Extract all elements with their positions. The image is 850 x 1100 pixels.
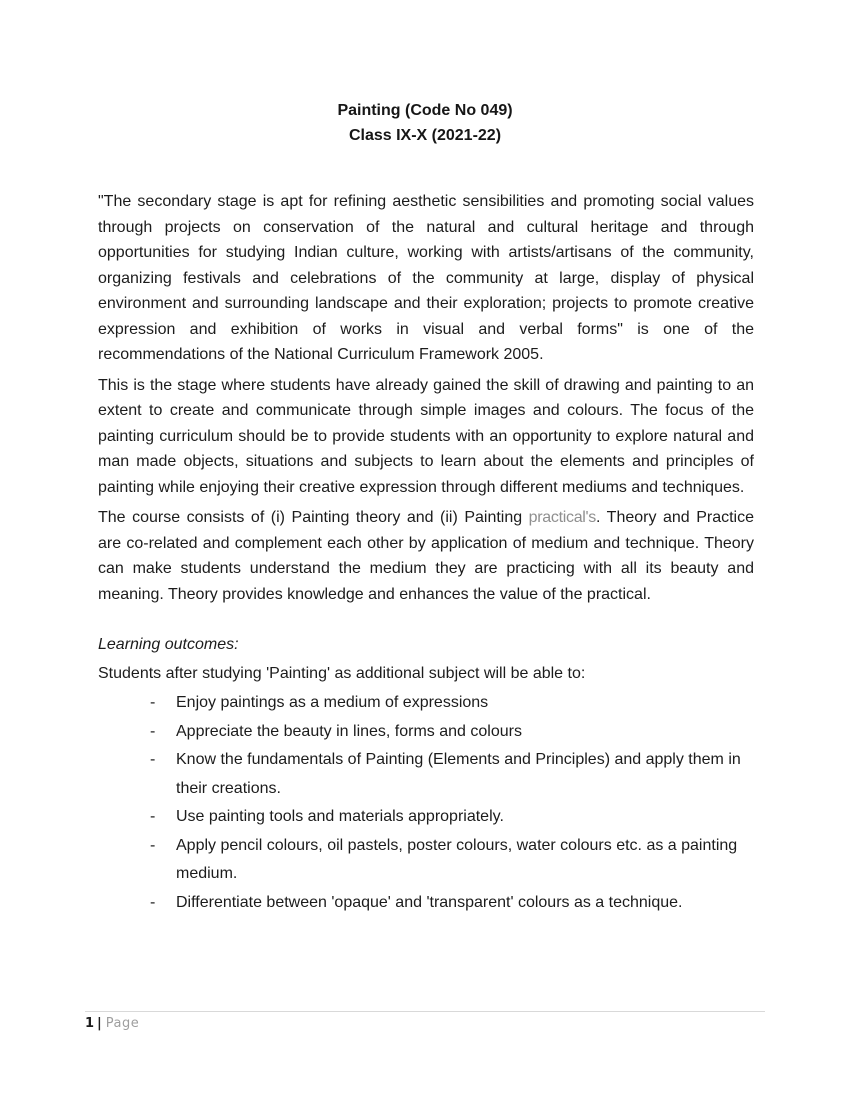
footer-separator: | <box>97 1016 102 1031</box>
outcome-item <box>98 832 754 889</box>
outcome-item <box>98 718 754 747</box>
course-text-after: . Theory and Practice are co-related and complement each other by application of medium and technique. Theory can make students understand the medium they are practicing with all its beauty and meaning. Theory provides knowledge and enhances the value of the practical. <box>98 509 755 603</box>
course-text-before: The course consists of (i) Painting theory and (ii) Painting <box>98 509 529 526</box>
learning-outcomes-intro: Students after studying 'Painting' as additional subject will be able to: <box>98 664 586 682</box>
paragraph-ncf-quote: "The secondary stage is apt for refining aesthetic sensibilities and promoting social values through projects on conservation of the natural and cultural heritage and through opportunities for studying Indian culture, working with artists/artisans of the community, organizing festivals and celebrations of the community at large, display of physical environment and surrounding landscape and their exploration; projects to promote creative expression and exhibition of works in visual and verbal forms" is one of the recommendations of the National Curriculum Framework 2005. <box>98 193 754 363</box>
page-number: 1 <box>85 1016 95 1031</box>
dash-bullet: - <box>150 751 156 768</box>
page-footer <box>85 1011 765 1032</box>
outcome-text: Differentiate between 'opaque' and 'transparent' colours as a technique. <box>176 893 683 911</box>
footer-page-label: Page <box>105 1016 140 1031</box>
paragraph-course-structure <box>98 505 754 607</box>
practicals-word: practical's <box>528 509 597 526</box>
dash-bullet: - <box>150 836 156 854</box>
document-body <box>98 189 754 917</box>
dash-bullet: - <box>150 722 156 740</box>
document-title <box>0 98 850 148</box>
title-line-1: Painting (Code No 049) <box>337 102 513 119</box>
outcome-text: Know the fundamentals of Painting (Elements and Principles) and apply them in their creations. <box>176 751 741 797</box>
outcome-text: Apply pencil colours, oil pastels, poster colours, water colours etc. as a painting medium. <box>176 836 738 882</box>
dash-bullet: - <box>150 694 156 711</box>
learning-outcomes-heading: Learning outcomes: <box>98 636 239 653</box>
outcome-item <box>98 746 754 803</box>
title-line-2: Class IX-X (2021-22) <box>348 127 502 144</box>
outcome-text: Enjoy paintings as a medium of expressions <box>176 694 489 711</box>
outcome-item <box>98 889 754 918</box>
outcome-text: Appreciate the beauty in lines, forms and colours <box>176 722 522 740</box>
outcome-text: Use painting tools and materials appropriately. <box>176 808 504 825</box>
paragraph-stage-description: This is the stage where students have already gained the skill of drawing and painting to an extent to create and communicate through simple images and colours. The focus of the painting curriculum should be to provide students with an opportunity to explore natural and man made objects, situations and subjects to learn about the elements and principles of painting while enjoying their creative expression through different mediums and techniques. <box>98 376 754 496</box>
learning-outcomes-list <box>98 689 754 917</box>
dash-bullet: - <box>150 893 156 911</box>
outcome-item <box>98 803 754 832</box>
outcome-item <box>98 689 754 718</box>
dash-bullet: - <box>150 808 156 825</box>
